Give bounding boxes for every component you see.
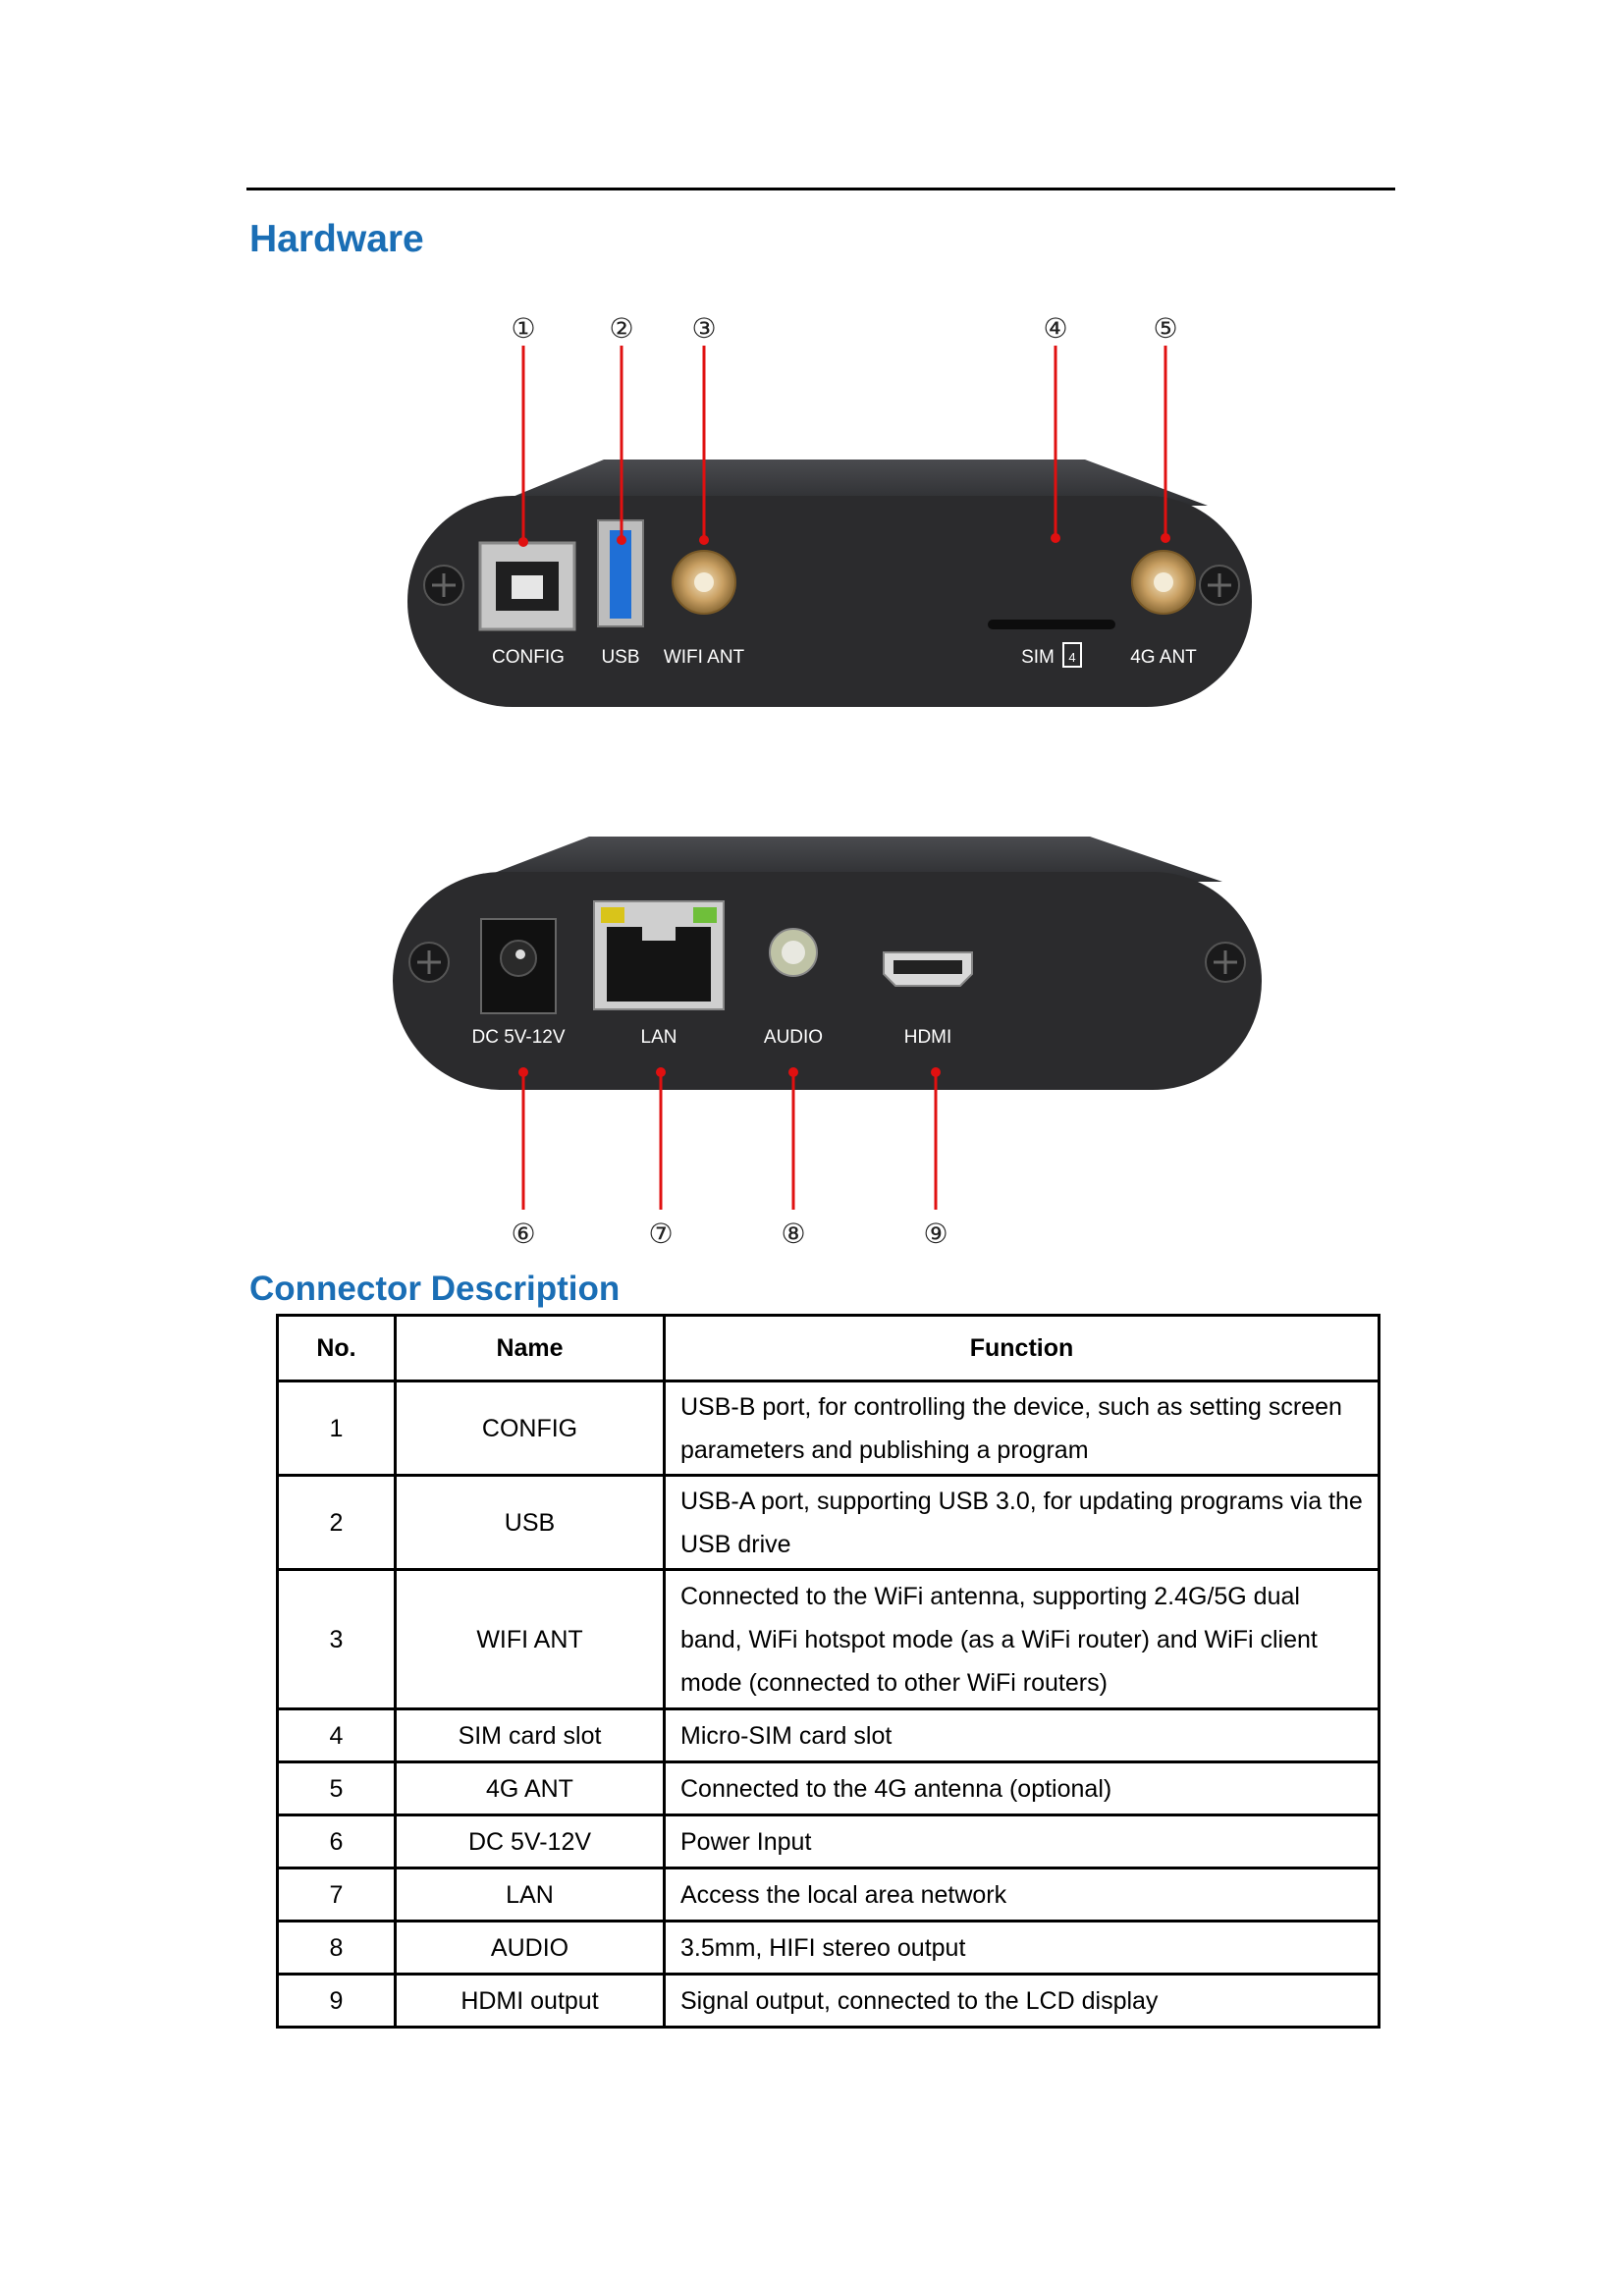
callout-8: ⑧ — [781, 1218, 806, 1250]
cell-name: CONFIG — [396, 1381, 665, 1476]
table-row — [278, 1815, 1380, 1868]
table-row — [278, 1975, 1380, 2028]
sim-card-slot — [988, 620, 1115, 629]
cell-name: 4G ANT — [396, 1762, 665, 1815]
usb-b-port-tongue — [512, 575, 543, 599]
lan-led-yellow — [601, 907, 624, 923]
cell-function: Power Input — [665, 1815, 1380, 1868]
cell-name: HDMI output — [396, 1975, 665, 2028]
cell-function: Connected to the WiFi antenna, supporting 2.4G/5G dual band, WiFi hotspot mode (as a WiFi router) and WiFi client mode (connected to other WiFi routers) — [665, 1570, 1380, 1709]
back-label-dc: DC 5V-12V — [471, 1027, 566, 1048]
cell-no: 6 — [278, 1815, 396, 1868]
cell-function: 3.5mm, HIFI stereo output — [665, 1922, 1380, 1975]
back-label-hdmi: HDMI — [903, 1027, 952, 1048]
front-label-sim: SIM — [1021, 647, 1055, 668]
cell-no: 7 — [278, 1868, 396, 1922]
cell-name: DC 5V-12V — [396, 1815, 665, 1868]
callout-4: ④ — [1043, 312, 1068, 345]
cell-function: Connected to the 4G antenna (optional) — [665, 1762, 1380, 1815]
table-header-row — [278, 1316, 1380, 1381]
cell-function: Access the local area network — [665, 1868, 1380, 1922]
callout-3: ③ — [691, 312, 717, 345]
front-label-wifi-ant: WIFI ANT — [663, 647, 745, 668]
cell-name: USB — [396, 1476, 665, 1570]
cell-no: 8 — [278, 1922, 396, 1975]
callout-1: ① — [511, 312, 536, 345]
audio-jack-hole — [782, 941, 805, 964]
cell-function: USB-A port, supporting USB 3.0, for updating programs via the USB drive — [665, 1476, 1380, 1570]
callout-6: ⑥ — [511, 1218, 536, 1250]
wifi-sma-center — [694, 572, 714, 592]
front-label-config: CONFIG — [492, 647, 565, 668]
device-back — [393, 837, 1262, 1090]
front-label-usb: USB — [601, 647, 640, 668]
cell-name: WIFI ANT — [396, 1570, 665, 1709]
hdmi-port-inner — [893, 960, 962, 974]
section-title-hardware: Hardware — [249, 218, 424, 260]
cell-function: Micro-SIM card slot — [665, 1709, 1380, 1762]
ant4g-sma-center — [1154, 572, 1173, 592]
cell-no: 4 — [278, 1709, 396, 1762]
dc-jack-pin — [515, 949, 525, 959]
front-label-4g-ant: 4G ANT — [1130, 647, 1197, 668]
table-row — [278, 1570, 1380, 1709]
device-front — [407, 460, 1252, 707]
header-name: Name — [396, 1316, 665, 1381]
table-row — [278, 1709, 1380, 1762]
cell-no: 9 — [278, 1975, 396, 2028]
table-row — [278, 1762, 1380, 1815]
cell-no: 5 — [278, 1762, 396, 1815]
cell-no: 3 — [278, 1570, 396, 1709]
callout-2: ② — [609, 312, 634, 345]
cell-name: SIM card slot — [396, 1709, 665, 1762]
back-label-audio: AUDIO — [763, 1027, 824, 1048]
callout-5: ⑤ — [1153, 312, 1178, 345]
table-row — [278, 1476, 1380, 1570]
header-no: No. — [278, 1316, 396, 1381]
lan-led-green — [693, 907, 717, 923]
callout-9: ⑨ — [923, 1218, 948, 1250]
cell-no: 2 — [278, 1476, 396, 1570]
cell-function: USB-B port, for controlling the device, such as setting screen parameters and publishing a program — [665, 1381, 1380, 1476]
section-title-connector-description: Connector Description — [249, 1270, 621, 1308]
lan-port-clip — [642, 927, 676, 941]
cell-name: AUDIO — [396, 1922, 665, 1975]
header-function: Function — [665, 1316, 1380, 1381]
callout-7: ⑦ — [648, 1218, 674, 1250]
sim-card-icon-label: 4 — [1068, 650, 1076, 665]
connector-table — [276, 1314, 1380, 2029]
table-row — [278, 1868, 1380, 1922]
cell-no: 1 — [278, 1381, 396, 1476]
table-row — [278, 1381, 1380, 1476]
back-label-lan: LAN — [640, 1027, 677, 1048]
table-row — [278, 1922, 1380, 1975]
cell-name: LAN — [396, 1868, 665, 1922]
cell-function: Signal output, connected to the LCD display — [665, 1975, 1380, 2028]
